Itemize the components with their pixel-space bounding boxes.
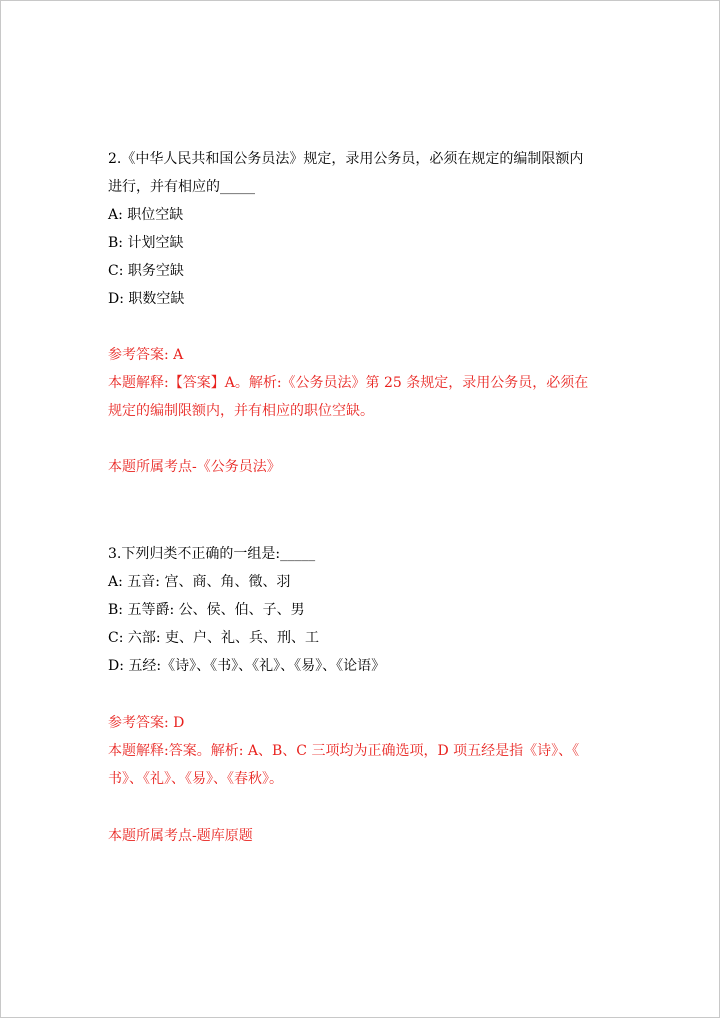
question-3-explanation-line-2: 书》、《礼》、《易》、《春秋》。	[108, 771, 283, 787]
question-2-explanation-line-2: 规定的编制限额内，并有相应的职位空缺。	[108, 403, 374, 419]
question-2-answer-block	[108, 345, 618, 421]
question-2-stem-line-2: 进行，并有相应的_____	[108, 179, 255, 195]
question-3-option-c: C: 六部: 吏、户、礼、兵、刑、工	[108, 630, 320, 646]
question-2-answer: 参考答案: A	[108, 347, 184, 363]
question-2-stem-line-1: 2.《中华人民共和国公务员法》规定，录用公务员，必须在规定的编制限额内	[108, 151, 584, 167]
question-3-stem: 3.下列归类不正确的一组是:_____	[108, 546, 316, 562]
question-3-knowledge-point: 本题所属考点-题库原题	[108, 828, 253, 844]
question-3-answer: 参考答案: D	[108, 715, 185, 731]
question-2-explanation-line-1: 本题解释:【答案】A。解析:《公务员法》第 25 条规定，录用公务员，必须在	[108, 375, 589, 391]
question-3-option-b: B: 五等爵: 公、侯、伯、子、男	[108, 602, 305, 618]
question-2-option-b: B: 计划空缺	[108, 235, 184, 251]
question-3-option-d: D: 五经:《诗》、《书》、《礼》、《易》、《论语》	[108, 658, 386, 674]
question-2-option-d: D: 职数空缺	[108, 291, 185, 307]
question-3-knowledge-point-block	[108, 826, 618, 846]
question-3-answer-block	[108, 713, 618, 789]
question-3	[108, 544, 618, 676]
question-3-explanation-line-1: 本题解释:答案。解析: A、B、C 三项均为正确选项，D 项五经是指《诗》、《	[108, 743, 580, 759]
question-2	[108, 149, 618, 309]
question-2-option-c: C: 职务空缺	[108, 263, 184, 279]
question-2-option-a: A: 职位空缺	[108, 207, 184, 223]
question-2-knowledge-point: 本题所属考点-《公务员法》	[108, 459, 281, 475]
question-3-option-a: A: 五音: 宫、商、角、徵、羽	[108, 574, 291, 590]
question-2-knowledge-point-block	[108, 457, 618, 477]
